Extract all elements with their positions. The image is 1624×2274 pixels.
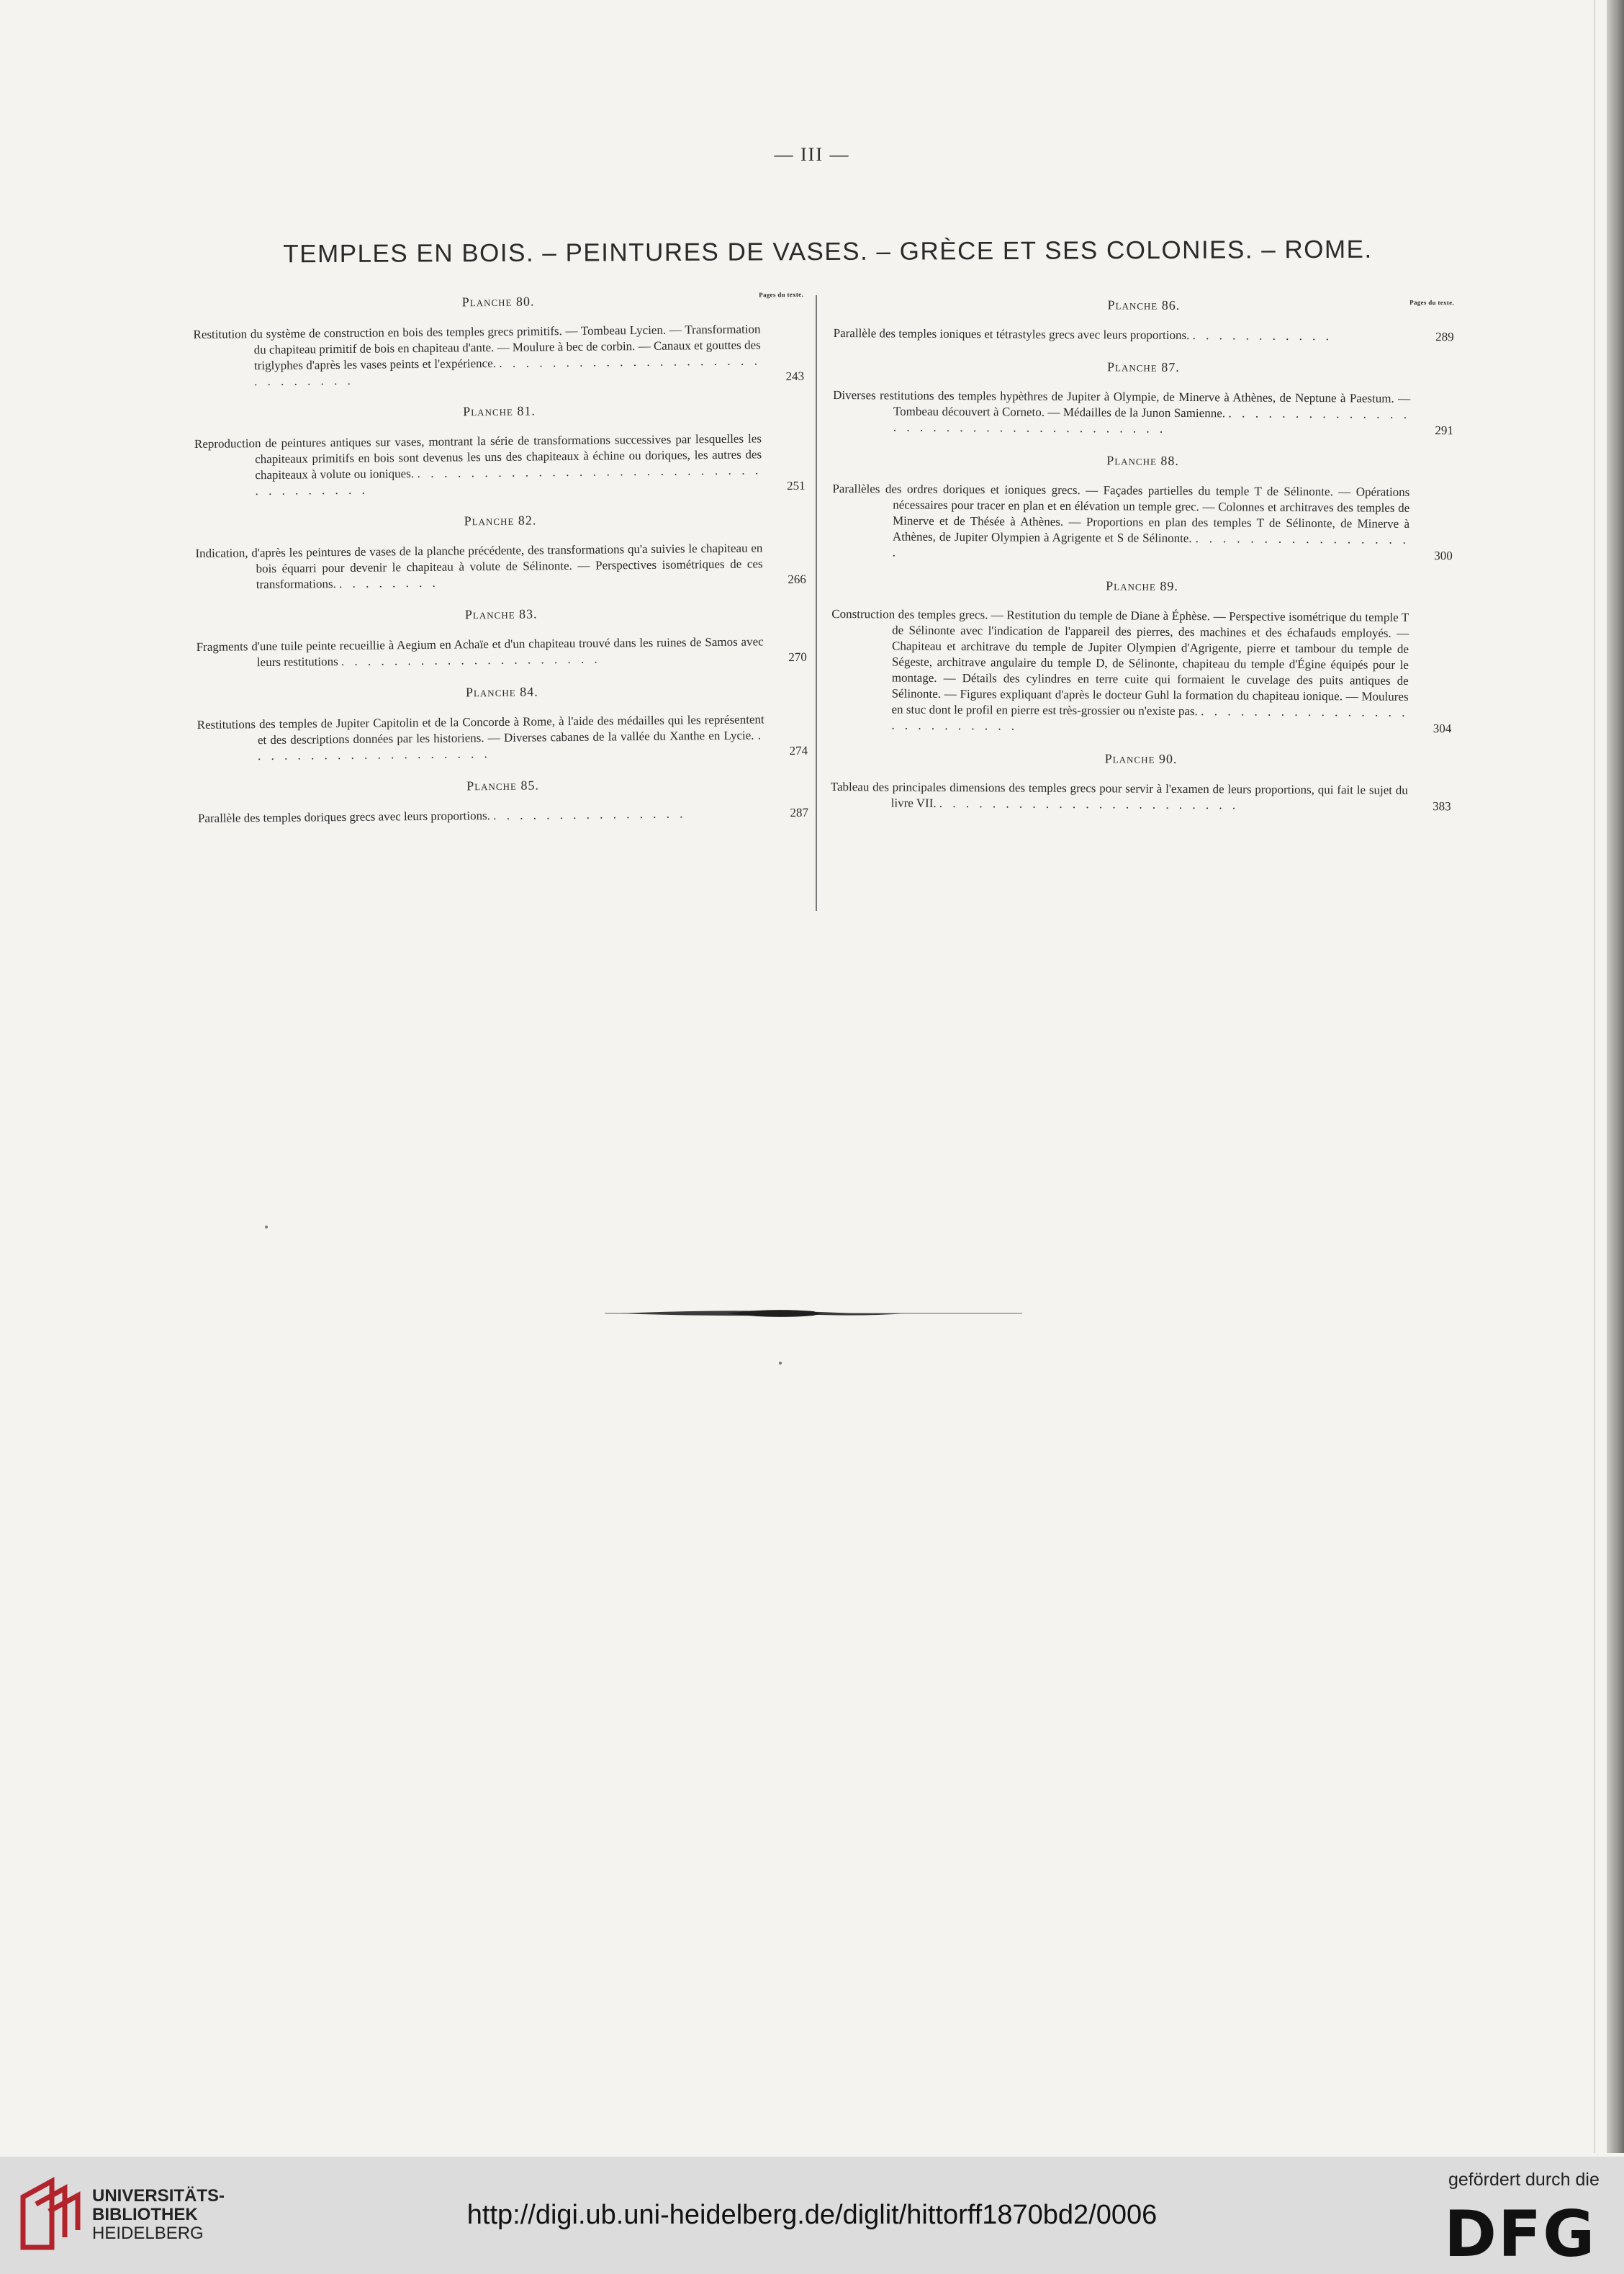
library-name-line: BIBLIOTHEK (92, 2205, 198, 2224)
plate-heading: Planche 80. (461, 294, 535, 310)
plate-heading: Planche 85. (466, 778, 539, 794)
plate-section (196, 603, 807, 671)
plate-section (197, 775, 808, 827)
book-page-edge (1607, 0, 1624, 2153)
toc-entry (197, 711, 808, 765)
plate-section (194, 400, 805, 500)
plate-heading: Planche 90. (1104, 751, 1178, 766)
entry-page-number: 243 (785, 369, 805, 384)
plate-heading: Planche 83. (464, 606, 538, 622)
entry-page-number: 270 (788, 650, 807, 665)
toc-entry (193, 321, 804, 390)
permalink-url[interactable]: http://digi.ub.uni-heidelberg.de/diglit/hittorff1870bd2/0006 (466, 2200, 1158, 2230)
tailpiece-ornament (605, 1305, 1022, 1322)
entry-page-number: 274 (789, 743, 808, 758)
entry-page-number: 291 (1435, 423, 1453, 438)
entry-page-number: 383 (1433, 799, 1451, 814)
entry-description: Parallèle des temples ioniques et tétrastyles grecs avec leurs proportions. . . . . . . . . . . . (833, 325, 1332, 343)
column-divider (816, 295, 817, 911)
entry-description: Fragments d'une tuile peinte recueillie à Aegium en Achaïe et d'un chapiteau trouvé dans les ruines de Samos avec leurs restitutions . . . . . . . . . . . . . . . . . . . . (196, 634, 764, 670)
entry-page-number: 251 (786, 478, 806, 493)
toc-entry (198, 805, 808, 827)
plate-heading: Planche 86. (1107, 297, 1181, 313)
plate-section (833, 357, 1454, 439)
funding-label: gefördert durch die (1448, 2170, 1600, 2190)
page-title: TEMPLES EN BOIS. – PEINTURES DE VASES. – GRÈCE ET SES COLONIES. – ROME. (283, 235, 1373, 269)
plate-section (193, 291, 804, 390)
toc-entry (834, 325, 1454, 345)
toc-entry (195, 540, 806, 593)
plate-heading: Planche 82. (464, 513, 537, 529)
ink-speck (265, 1226, 268, 1228)
entry-page-number: 300 (1434, 549, 1453, 563)
entry-description: Parallèle des temples doriques grecs avec leurs proportions. . . . . . . . . . . . . . . . (197, 806, 687, 825)
dfg-logo: DFG (1444, 2197, 1597, 2271)
entry-description: Construction des temples grecs. — Restitution du temple de Diane à Éphèse. — Perspective isométrique du temple T de Sélinonte avec l'indication de l'appareil des pierres, des machines et des échafauds employés. — Chapiteau et architrave du temple de Jupiter Olympien d'Agrigente, pierre et tambour du temple de Ségeste, architrave angulaire du temple D, de Sélinonte, chapiteau du temple d'Égine équipés pour le montage. — Détails des cylindres en terre cuite qui formaient le cuvelage des puits antiques de Sélinonte. — Figures expliquant d'après le docteur Guhl la formation du chapiteau ionique. — Moulures en stuc dont le profil en pierre est très-grossier ou n'existe pas. . . . . . . . . . . . . . . . . . . . . . . . . . . (831, 606, 1409, 733)
entry-description: Restitution du système de construction en bois des temples grecs primitifs. — Tombeau Lycien. — Transformation du chapiteau primitif de bois en chapiteau d'ante. — Moulure à bec de corbin. — Canaux et gouttes des triglyphes d'après les vases peints et l'expérience. . . . . . . . . . . . . . . . . . . . . . . . . . . . . (193, 322, 761, 389)
entry-page-number: 289 (1435, 330, 1454, 344)
plate-section (831, 576, 1452, 737)
toc-left-column (193, 291, 808, 842)
toc-entry (194, 431, 806, 500)
plate-section (197, 681, 808, 765)
plate-section (832, 451, 1453, 564)
entry-page-number: 304 (1433, 722, 1452, 736)
toc-right-column (830, 295, 1453, 830)
toc-entry (197, 634, 807, 671)
entry-description: Reproduction de peintures antiques sur vases, montrant la série de transformations successives par lesquelles les chapiteaux primitifs en bois sont devenus les uns des chapiteaux à échine ou doriques, les autres des chapiteaux à volute ou ioniques. . . . . . . . . . . . . . . . . . . . . . . . . . . . . . . . . . . . (194, 431, 762, 498)
entry-description: Indication, d'après les peintures de vases de la planche précédente, des transformations qu'a suivies le chapiteau en bois équarri pour devenir le chapiteau à volute de Sélinonte. — Perspectives isométriques de ces transformations. . . . . . . . . (195, 541, 763, 592)
digitization-footer (0, 2157, 1624, 2274)
plate-section (195, 510, 806, 593)
plate-heading: Planche 81. (463, 403, 536, 419)
plate-section (834, 295, 1454, 345)
page-fold-line (1594, 0, 1595, 2153)
toc-entry (832, 481, 1453, 564)
plate-heading: Planche 89. (1106, 578, 1178, 593)
entry-description: Diverses restitutions des temples hypèthres de Jupiter à Olympie, de Minerve à Athènes, de Neptune à Paestum. — Tombeau découvert à Corneto. — Médailles de la Junon Samienne. . . . . . . . . . . . . . . . . . . . . . . . . . . . . . . . . . . . (833, 387, 1411, 436)
library-name-line: UNIVERSITÄTS- (92, 2186, 225, 2206)
pages-du-texte-label: Pages du texte. (759, 290, 804, 299)
toc-entry (833, 387, 1453, 439)
entry-page-number: 266 (788, 572, 806, 587)
plate-heading: Planche 87. (1106, 359, 1180, 374)
toc-entry (831, 779, 1451, 814)
library-city-line: HEIDELBERG (92, 2224, 204, 2243)
entry-page-number: 287 (790, 805, 809, 820)
entry-description: Parallèles des ordres doriques et ioniques grecs. — Façades partielles du temple T de Sélinonte. — Opérations nécessaires pour tracer en plan et en élévation un temple grec. — Colonnes et architraves des temples de Minerve et de Thésée à Athènes. — Proportions en plan des temples T de Sélinonte, de Minerve à Athènes, de Jupiter Olympien à Agrigente et S de Sélinonte. . . . . . . . . . . . . . . . . . (832, 481, 1410, 559)
plate-heading: Planche 84. (465, 684, 538, 700)
entry-description: Restitutions des temples de Jupiter Capitolin et de la Concorde à Rome, à l'aide des médailles qui les représentent et des descriptions données par les historiens. — Diverses cabanes de la vallée du Xanthe en Lycie. . . . . . . . . . . . . . . . . . . . (197, 712, 764, 763)
page-number: — III — (774, 144, 850, 165)
ink-speck (779, 1362, 782, 1365)
entry-description: Tableau des principales dimensions des temples grecs pour servir à l'examen de leurs proportions, qui fait le sujet du livre VII. . . . . . . . . . . . . . . . . . . . . . . . (830, 779, 1408, 812)
toc-entry (831, 606, 1452, 737)
plate-heading: Planche 88. (1106, 453, 1180, 468)
plate-section (831, 749, 1452, 814)
pages-du-texte-label: Pages du texte. (1409, 298, 1454, 307)
